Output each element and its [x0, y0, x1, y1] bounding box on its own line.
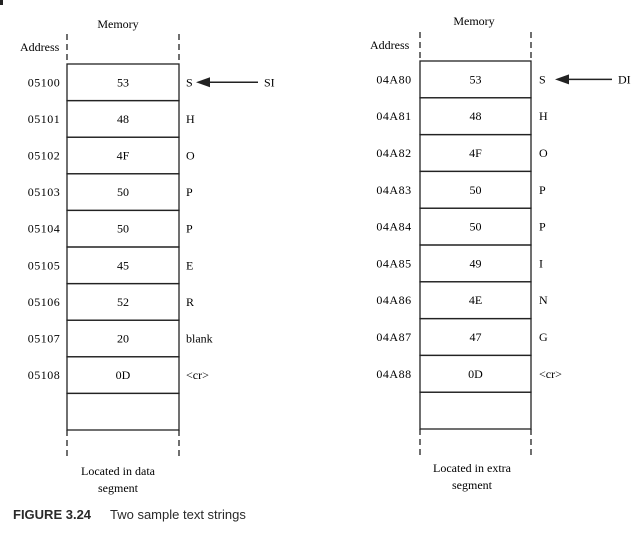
memory-value: 0D	[115, 368, 131, 383]
memory-value: 45	[117, 258, 129, 273]
segment-note-line1: Located in data	[81, 464, 155, 478]
memory-label: Memory	[97, 17, 139, 31]
memory-value: 48	[117, 111, 129, 126]
ascii-character: N	[539, 293, 548, 308]
memory-label: Memory	[453, 14, 495, 28]
memory-address: 05104	[27, 221, 61, 236]
memory-cell	[67, 393, 179, 430]
ascii-character: P	[539, 219, 546, 234]
memory-value: 50	[469, 182, 482, 197]
ascii-character: H	[186, 111, 195, 126]
memory-address: 05102	[27, 148, 61, 163]
pointer-register-label: DI	[618, 72, 631, 87]
ascii-character: <cr>	[539, 366, 562, 381]
ascii-character: P	[186, 185, 193, 200]
memory-address: 05101	[27, 111, 61, 126]
pointer-arrow-head	[555, 74, 569, 84]
ascii-character: R	[186, 294, 195, 309]
ascii-character: P	[539, 182, 546, 197]
memory-value: 50	[117, 185, 129, 200]
memory-address: 05100	[27, 75, 61, 90]
pointer-arrow-head	[196, 77, 210, 87]
segment-note-line1: Located in extra	[433, 461, 511, 475]
figure-caption: Two sample text strings	[110, 507, 246, 522]
memory-address: 04A82	[376, 146, 412, 160]
memory-value: 52	[117, 294, 129, 309]
ascii-character: blank	[186, 331, 213, 346]
memory-value: 53	[117, 75, 129, 90]
memory-value: 20	[117, 331, 129, 346]
ascii-character: G	[539, 330, 548, 344]
memory-address: 04A88	[376, 366, 412, 381]
memory-value: 4F	[116, 148, 130, 163]
segment-note-line2: segment	[452, 478, 492, 492]
ascii-character: S	[539, 72, 546, 87]
ascii-character: I	[539, 256, 543, 271]
ascii-character: <cr>	[186, 368, 209, 383]
segment-note-line2: segment	[98, 481, 138, 495]
ascii-character: S	[186, 75, 193, 90]
memory-address: 05103	[27, 185, 61, 200]
memory-value: 0D	[468, 366, 483, 381]
ascii-character: O	[539, 146, 548, 160]
ascii-character: E	[186, 258, 194, 273]
memory-address: 04A83	[376, 182, 412, 197]
memory-address: 04A87	[376, 330, 412, 344]
memory-address: 05107	[27, 331, 61, 346]
memory-value: 4E	[468, 293, 483, 308]
memory-value: 53	[469, 72, 482, 87]
memory-cell	[420, 392, 531, 429]
memory-address: 04A80	[376, 72, 412, 87]
memory-address: 04A84	[376, 219, 412, 234]
ascii-character: O	[186, 148, 195, 163]
memory-value: 50	[469, 219, 482, 234]
address-label: Address	[20, 40, 60, 54]
memory-address: 04A81	[376, 109, 412, 124]
memory-value: 47	[469, 330, 482, 344]
memory-address: 05106	[27, 294, 61, 309]
address-label: Address	[370, 38, 410, 52]
memory-value: 50	[117, 221, 129, 236]
memory-address: 04A85	[376, 256, 412, 271]
memory-value: 4F	[469, 146, 482, 160]
memory-value: 48	[469, 109, 482, 124]
ascii-character: H	[539, 109, 548, 124]
pointer-register-label: SI	[264, 75, 275, 90]
figure-label: FIGURE 3.24	[13, 507, 92, 522]
memory-address: 05108	[27, 368, 61, 383]
memory-value: 49	[469, 256, 482, 271]
memory-address: 05105	[27, 258, 61, 273]
ascii-character: P	[186, 221, 193, 236]
memory-address: 04A86	[376, 293, 412, 308]
